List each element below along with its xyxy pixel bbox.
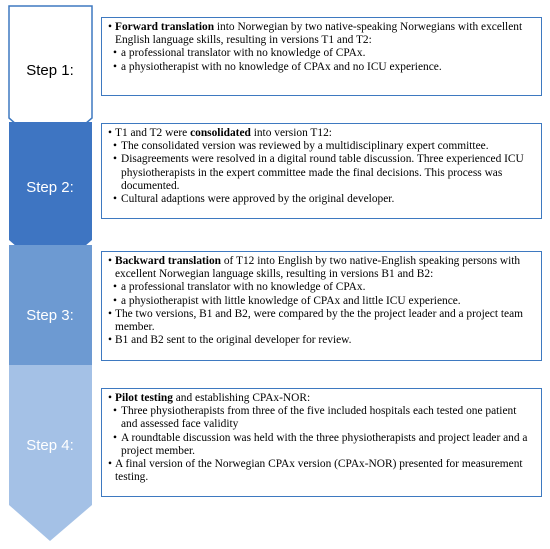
step-3-subbullet: • a professional translator with no knowledge of CPAx. xyxy=(113,281,366,294)
step-1-subbullet: • a professional translator with no knowledge of CPAx. xyxy=(113,47,366,60)
step-1-subbullet: • a physiotherapist with no knowledge of CPAx and no ICU experience. xyxy=(113,60,442,73)
step-4-bullet: • Pilot testing and establishing CPAx-NOR: xyxy=(108,392,311,404)
step-1-bullet: • Forward translation into Norwegian by two native-speaking Norwegians with excellent English language skills, resulting in versions T1 and T2: xyxy=(108,21,523,47)
step-3-description xyxy=(101,251,542,361)
step-3-bullet: • B1 and B2 sent to the original developer for review. xyxy=(108,334,352,347)
step-3-label: Step 3: xyxy=(26,307,74,324)
step-4-subbullet: • Three physiotherapists from three of the five included hospitals each tested one patient and assessed face validity xyxy=(113,405,517,431)
step-2-bullet: • T1 and T2 were consolidated into version T12: xyxy=(108,127,332,139)
step-1-label: Step 1: xyxy=(26,62,74,79)
step-4-label: Step 4: xyxy=(26,437,74,454)
step-1-description xyxy=(101,17,542,96)
step-2-label: Step 2: xyxy=(26,179,74,196)
step-2-subbullet: • Disagreements were resolved in a digital round table discussion. Three experienced ICU physiotherapists in the expert committee made the final decisions. This process was documented. xyxy=(113,153,524,192)
step-4-bullet: • A final version of the Norwegian CPAx version (CPAx-NOR) presented for measurement testing. xyxy=(108,458,523,484)
step-2-subbullet: • Cultural adaptions were approved by the original developer. xyxy=(113,193,395,206)
step-4-description xyxy=(101,388,542,497)
step-3-bullet: • The two versions, B1 and B2, were compared by the the project leader and a project team member. xyxy=(108,307,524,334)
step-3-bullet: • Backward translation of T12 into English by two native-English speaking persons with excellent Norwegian language skills, resulting in versions B1 and B2: xyxy=(108,255,521,281)
step-2-description xyxy=(101,123,542,219)
step-3-subbullet: • a physiotherapist with little knowledge of CPAx and little ICU experience. xyxy=(113,294,461,307)
step-2-subbullet: • The consolidated version was reviewed by a multidisciplinary expert committee. xyxy=(113,140,489,153)
step-4-subbullet: • A roundtable discussion was held with the three physiotherapists and project leader and a project member. xyxy=(113,431,528,457)
